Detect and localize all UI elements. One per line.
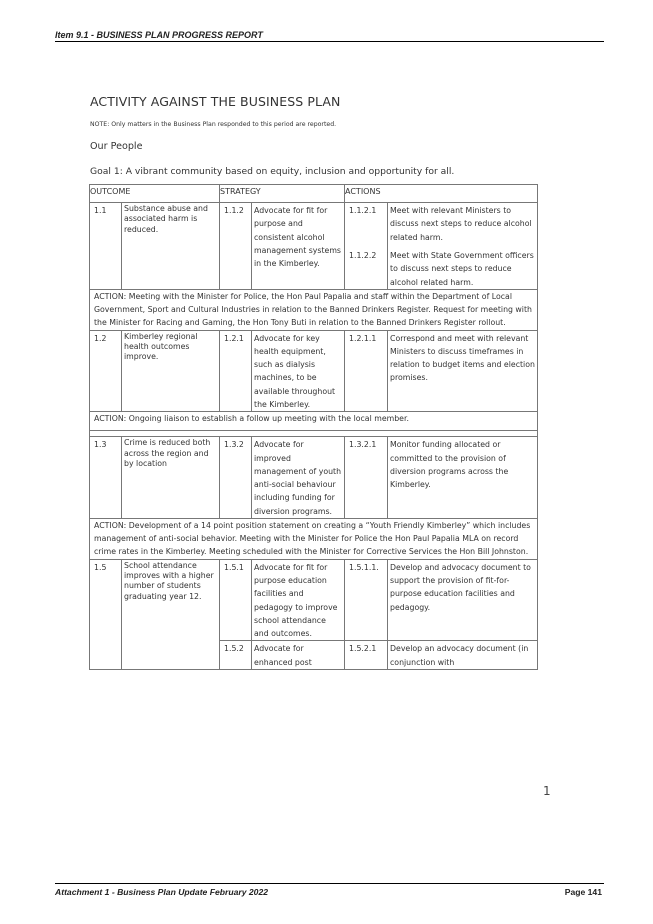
action-number: 1.3.2.1 — [345, 437, 388, 519]
action-item-2: Meet with State Government officers to discuss next steps to reduce alcohol related harm. — [390, 251, 534, 287]
table-row — [90, 203, 538, 290]
strategy-number: 1.5.1 — [220, 559, 252, 641]
outcome-number: 1.2 — [90, 330, 122, 412]
strategy-number: 1.1.2 — [220, 203, 252, 290]
action-text: Develop and advocacy document to support the provision of fit-for-purpose education facilities and pedagogy. — [388, 559, 538, 641]
table-row — [90, 559, 538, 641]
outcome-number: 1.1 — [90, 203, 122, 290]
page-footer — [55, 883, 604, 897]
action-number: 1.5.2.1 — [345, 641, 388, 670]
strategy-number: 1.3.2 — [220, 437, 252, 519]
strategy-text: Advocate for fit for purpose and consistent alcohol management systems in the Kimberley. — [252, 203, 345, 290]
outcome-number: 1.5 — [90, 559, 122, 669]
action-text: Correspond and meet with relevant Ministers to discuss timeframes in relation to budget items and election promises. — [388, 330, 538, 412]
table-row — [90, 437, 538, 519]
action-number-1: 1.1.2.1 — [349, 206, 377, 215]
action-summary: ACTION: Ongoing liaison to establish a follow up meeting with the local member. — [90, 412, 538, 431]
action-summary-row — [90, 412, 538, 431]
footer-page-label: Page 141 — [564, 887, 602, 897]
strategy-text: Advocate for enhanced post — [252, 641, 345, 670]
strategy-text: Advocate for key health equipment, such as dialysis machines, to be available throughout the Kimberley. — [252, 330, 345, 412]
table-row — [90, 330, 538, 412]
action-number: 1.5.1.1. — [345, 559, 388, 641]
action-item-1: Meet with relevant Ministers to discuss next steps to reduce alcohol related harm. — [390, 206, 532, 242]
outcome-text: School attendance improves with a higher number of students graduating year 12. — [122, 559, 220, 669]
page-header: Item 9.1 - BUSINESS PLAN PROGRESS REPORT — [55, 30, 604, 42]
action-text: Develop an advocacy document (in conjunction with — [388, 641, 538, 670]
table-header-row — [90, 185, 538, 203]
footer-attachment-label: Attachment 1 - Business Plan Update February 2022 — [55, 887, 269, 897]
action-number — [345, 203, 388, 290]
goal-heading: Goal 1: A vibrant community based on equity, inclusion and opportunity for all. — [90, 166, 455, 177]
action-summary-row — [90, 519, 538, 560]
reporting-note: NOTE: Only matters in the Business Plan responded to this period are reported. — [90, 121, 337, 128]
action-summary: ACTION: Development of a 14 point position statement on creating a “Youth Friendly Kimberley” which includes management of anti-social behavior. Meeting with the Minister for Police the Hon Paul Papalia MLA on record crime rates in the Kimberley. Meeting scheduled with the Minister for Corrective Services the Hon Bill Johnston. — [90, 519, 538, 560]
action-number-2: 1.1.2.2 — [349, 251, 377, 260]
outcome-text: Kimberley regional health outcomes improve. — [122, 330, 220, 412]
outcome-header: OUTCOME — [90, 185, 220, 203]
strategy-text: Advocate for fit for purpose education facilities and pedagogy to improve school attendance and outcomes. — [252, 559, 345, 641]
strategy-header: STRATEGY — [220, 185, 345, 203]
action-summary-row — [90, 289, 538, 330]
strategy-text: Advocate for improved management of youth anti-social behaviour including funding for diversion programs. — [252, 437, 345, 519]
action-summary: ACTION: Meeting with the Minister for Police, the Hon Paul Papalia and staff within the Department of Local Government, Sport and Cultural Industries in relation to the Banned Drinkers Register. Request for meeting with the Minister for Racing and Gaming, the Hon Tony Buti in relation to the Banned Drinkers Register rollout. — [90, 289, 538, 330]
section-heading: Our People — [90, 141, 143, 152]
action-text — [388, 203, 538, 290]
actions-header: ACTIONS — [345, 185, 538, 203]
outcome-text: Substance abuse and associated harm is reduced. — [122, 203, 220, 290]
strategy-number: 1.2.1 — [220, 330, 252, 412]
action-text: Monitor funding allocated or committed to the provision of diversion programs across the Kimberley. — [388, 437, 538, 519]
action-number: 1.2.1.1 — [345, 330, 388, 412]
strategy-number: 1.5.2 — [220, 641, 252, 670]
business-plan-table — [89, 184, 538, 670]
document-title: ACTIVITY AGAINST THE BUSINESS PLAN — [90, 94, 341, 109]
outcome-text: Crime is reduced both across the region and by location — [122, 437, 220, 519]
outcome-number: 1.3 — [90, 437, 122, 519]
page-number: 1 — [543, 784, 551, 798]
